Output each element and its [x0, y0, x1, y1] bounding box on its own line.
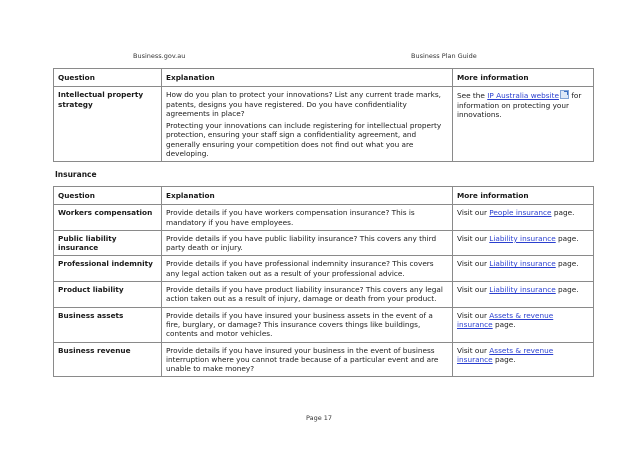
table-header-row: [54, 187, 594, 205]
question-cell: Workers compensation: [54, 205, 162, 231]
ip-strategy-table: [53, 68, 594, 162]
more-information-cell: [453, 307, 594, 342]
info-prefix: Visit our: [457, 310, 490, 320]
info-prefix: Visit our: [457, 233, 490, 243]
more-information-cell: [453, 230, 594, 256]
question-cell: Business revenue: [54, 342, 162, 377]
column-header-question: Question: [54, 187, 162, 205]
info-suffix: page.: [492, 319, 516, 329]
liability-insurance-link[interactable]: Liability insurance: [489, 233, 556, 243]
table-row: [54, 256, 594, 282]
table-row: [54, 230, 594, 256]
people-insurance-link[interactable]: People insurance: [489, 208, 552, 218]
explanation-cell: [162, 87, 453, 162]
question-cell: Business assets: [54, 307, 162, 342]
info-prefix: Visit our: [457, 285, 490, 295]
more-information-cell: [453, 205, 594, 231]
column-header-more-information: More information: [453, 69, 594, 87]
more-information-cell: [453, 342, 594, 377]
table-header-row: [54, 69, 594, 87]
info-suffix: page.: [555, 259, 579, 269]
explanation-paragraph: How do you plan to protect your innovations? List any current trade marks, patents, designs you have registered. Do you have confidentiality agreements in place?: [166, 90, 441, 118]
explanation-cell: Provide details if you have insured your business assets in the event of a fire, burglary, or damage? This insurance covers things like buildings, contents and motor vehicles.: [162, 307, 453, 342]
explanation-cell: Provide details if you have public liability insurance? This covers any third party death or injury.: [162, 230, 453, 256]
question-cell: Professional indemnity: [54, 256, 162, 282]
table-row: [54, 87, 594, 162]
question-cell: Product liability: [54, 282, 162, 308]
insurance-table: [53, 186, 594, 377]
info-prefix: Visit our: [457, 345, 490, 355]
explanation-cell: Provide details if you have insured your business in the event of business interruption where you cannot trade because of a particular event and are unable to make money?: [162, 342, 453, 377]
table-row: [54, 282, 594, 308]
info-prefix: Visit our: [457, 208, 490, 218]
external-link-icon[interactable]: [560, 90, 569, 99]
page-number: Page 17: [305, 414, 333, 422]
info-prefix: See the: [457, 91, 488, 101]
ip-australia-website-link[interactable]: IP Australia website: [487, 91, 559, 101]
more-information-cell: [453, 256, 594, 282]
section-title-insurance: Insurance: [55, 170, 97, 179]
info-suffix: page.: [555, 285, 579, 295]
more-information-cell: [453, 282, 594, 308]
assets-revenue-insurance-link[interactable]: Assets & revenue insurance: [457, 345, 554, 364]
liability-insurance-link[interactable]: Liability insurance: [489, 285, 556, 295]
info-prefix: Visit our: [457, 259, 490, 269]
column-header-more-information: More information: [453, 187, 594, 205]
info-suffix: page.: [492, 354, 516, 364]
info-suffix: page.: [551, 208, 575, 218]
explanation-paragraph: Protecting your innovations can include registering for intellectual property protection, ensuring your staff sign a confidentiality agreement, and generally ensuring your competition does not find out what you are developing.: [166, 121, 442, 159]
column-header-explanation: Explanation: [162, 69, 453, 87]
explanation-cell: Provide details if you have professional indemnity insurance? This covers any legal action taken out as a result of your professional advice.: [162, 256, 453, 282]
column-header-explanation: Explanation: [162, 187, 453, 205]
more-information-cell: [453, 87, 594, 162]
liability-insurance-link[interactable]: Liability insurance: [489, 259, 556, 269]
header-site-name: Business.gov.au: [133, 52, 186, 60]
info-suffix: for information on protecting your innovations.: [457, 91, 582, 119]
table-row: [54, 205, 594, 231]
header-document-title: Business Plan Guide: [411, 52, 477, 60]
assets-revenue-insurance-link[interactable]: Assets & revenue insurance: [457, 310, 554, 329]
table-row: [54, 342, 594, 377]
question-cell: Intellectual property strategy: [54, 87, 162, 162]
explanation-cell: Provide details if you have workers compensation insurance? This is mandatory if you have employees.: [162, 205, 453, 231]
question-cell: Public liability insurance: [54, 230, 162, 256]
info-suffix: page.: [555, 233, 579, 243]
column-header-question: Question: [54, 69, 162, 87]
table-row: [54, 307, 594, 342]
explanation-cell: Provide details if you have product liability insurance? This covers any legal action taken out as a result of injury, damage or death from your product.: [162, 282, 453, 308]
